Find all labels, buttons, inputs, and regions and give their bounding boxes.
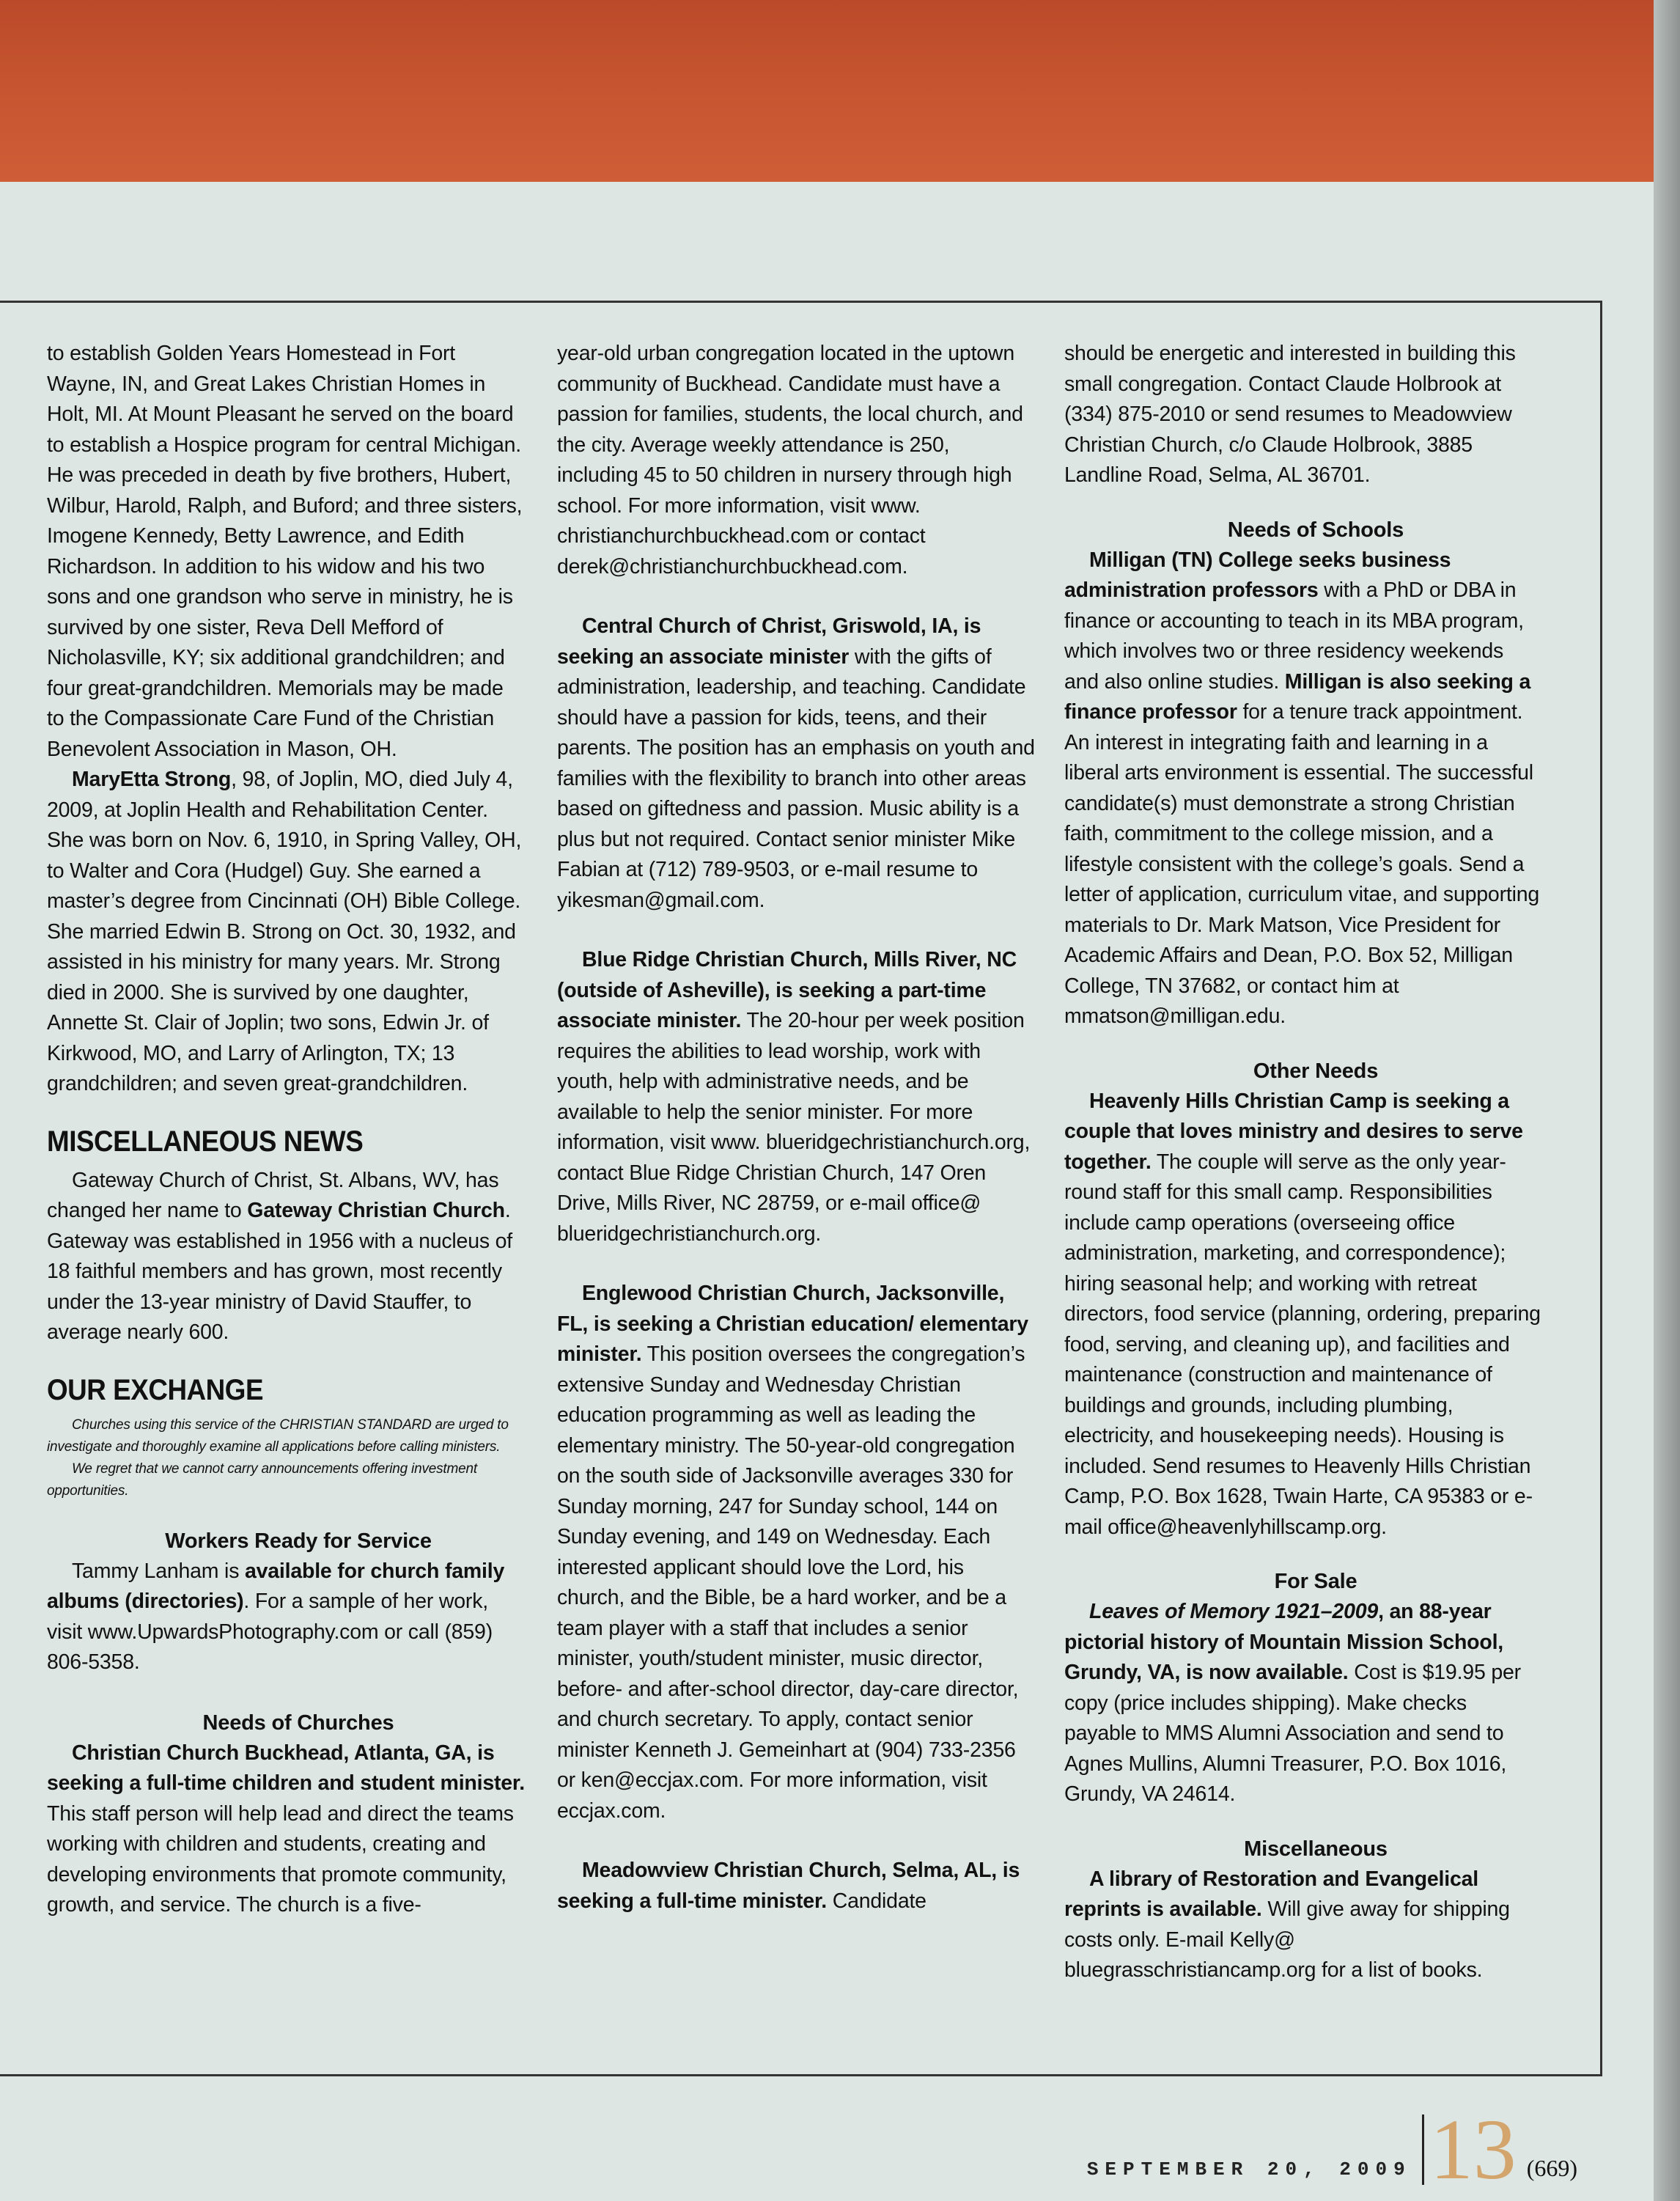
issue-page-number: 13	[1422, 2114, 1517, 2185]
for-sale-heading: For Sale	[1274, 1570, 1357, 1593]
obituary-continued: to establish Golden Years Homestead in Fort Wayne, IN, and Great Lakes Christian Homes in Holt, MI. At Mount Pleasant he served on the board to establish a Hospice program for central Michigan. He was preceded in death by five brothers, Hubert, Wilbur, Harold, Ralph, and Buford; and three sisters, Imogene Kennedy, Betty Lawrence, and Edith Richardson. In addition to his widow and his two sons and one grandson who serve in ministry, he is survived by one sister, Reva Dell Mefford of Nicholasville, KY; six additional grandchildren; and four great-grandchildren. Memorials may be made to the Compassionate Care Fund of the Christian Benevolent Association in Mason, OH.	[47, 342, 523, 761]
library-listing	[1064, 1864, 1542, 1986]
exchange-note-1: Churches using this service of the CHRISTIAN STANDARD are urged to investigate and thoroughly examine all applications before calling ministers.	[47, 1416, 509, 1455]
buckhead-bold: Christian Church Buckhead, Atlanta, GA, is seeking a full-time children and student minister.	[47, 1741, 525, 1795]
top-color-band	[0, 0, 1680, 183]
for-sale-listing	[1064, 1597, 1542, 1810]
blueridge-bold: Blue Ridge Christian Church, Mills River, NC (outside of Asheville), is seeking a part-time associate minister.	[557, 948, 1017, 1032]
library-bold: A library of Restoration and Evangelical reprints is available.	[1064, 1867, 1478, 1921]
workers-heading: Workers Ready for Service	[165, 1529, 432, 1553]
exchange-note-2: We regret that we cannot carry announcements offering investment opportunities.	[47, 1460, 477, 1499]
schools-heading: Needs of Schools	[1227, 518, 1404, 542]
library-text: Will give away for shipping costs only. E-mail Kelly@ bluegrasschristiancamp.org for a list of books.	[1064, 1897, 1510, 1982]
central-text: with the gifts of administration, leadership, and teaching. Candidate should have a passion for kids, teens, and their parents. The position has an emphasis on youth and families with the flexibility to branch into other areas based on giftedness and passion. Music ability is a plus but not required. Contact senior minister Mike Fabian at (712) 789-9503, or e-mail resume to yikesman@gmail.com.	[557, 644, 1035, 912]
misc-text-c: . Gateway was established in 1956 with a nucleus of 18 faithful members and has grown, most recently under the 13-year ministry of David Stauffer, to average nearly 600.	[47, 1199, 512, 1344]
milligan-listing	[1064, 545, 1542, 1032]
obituary-name: MaryEtta Strong	[72, 768, 232, 791]
for-sale-bold: , an 88-year pictorial history of Mountain Mission School, Grundy, VA, is now available.	[1064, 1600, 1504, 1684]
workers-text	[47, 1557, 525, 1678]
obituary-text: , 98, of Joplin, MO, died July 4, 2009, at Joplin Health and Rehabilitation Center. She was born on Nov. 6, 1910, in Spring Valley, OH, to Walter and Cora (Hudgel) Guy. She earned a master’s degree from Cincinnati (OH) Bible College. She married Edwin B. Strong on Oct. 30, 1932, and assisted in his ministry for many years. Mr. Strong died in 2000. She is survived by one daughter, Annette St. Clair of Joplin; two sons, Edwin Jr. of Kirkwood, MO, and Larry of Arlington, TX; 13 grandchildren; and seven great-grandchildren.	[47, 768, 522, 1095]
miscellaneous-heading: Miscellaneous	[1244, 1837, 1388, 1861]
milligan-bold-2: Milligan is also seeking a finance professor	[1064, 669, 1531, 724]
meadowview-continued: should be energetic and interested in building this small congregation. Contact Claude Holbrook at (334) 875-2010 or send resumes to Meadowview Christian Church, c/o Claude Holbrook, 3885 Landline Road, Selma, AL 36701.	[1064, 342, 1516, 487]
issue-date: SEPTEMBER 20, 2009	[1086, 2158, 1412, 2180]
meadowview-text: Candidate	[826, 1889, 926, 1913]
misc-text-bold: Gateway Christian Church	[247, 1199, 505, 1222]
central-listing	[557, 611, 1035, 916]
misc-news-text	[47, 1166, 525, 1348]
other-needs-heading: Other Needs	[1253, 1059, 1379, 1083]
buckhead-text: This staff person will help lead and direct the teams working with children and students, creating and developing environments that promote community, growth, and service. The church is a five-	[47, 1801, 514, 1917]
milligan-bold-1: Milligan (TN) College seeks business administration professors	[1064, 548, 1451, 602]
central-bold: Central Church of Christ, Griswold, IA, is seeking an associate minister	[557, 614, 981, 669]
englewood-listing	[557, 1279, 1035, 1826]
meadowview-listing	[557, 1856, 1035, 1917]
our-exchange-heading: OUR EXCHANGE	[47, 1373, 264, 1406]
volume-page-number: (669)	[1526, 2155, 1577, 2181]
meadowview-bold: Meadowview Christian Church, Selma, AL, is seeking a full-time minister.	[557, 1859, 1020, 1913]
workers-text-a: Tammy Lanham is	[72, 1559, 245, 1583]
misc-text-a: Gateway Church of Christ, St. Albans, WV, has changed her name to	[47, 1168, 499, 1222]
column-3	[1064, 339, 1542, 1986]
heavenly-listing	[1064, 1087, 1542, 1543]
misc-news-heading: MISCELLANEOUS NEWS	[47, 1125, 364, 1158]
churches-heading: Needs of Churches	[202, 1711, 394, 1735]
column-2	[557, 339, 1035, 1917]
blueridge-listing	[557, 945, 1035, 1249]
milligan-text-1: with a PhD or DBA in finance or accounting to teach in its MBA program, which involves two or three residency weekends and also online studies.	[1064, 578, 1524, 694]
blueridge-text: The 20-hour per week position requires the abilities to lead worship, work with youth, help with administrative needs, and be available to help the senior minister. For more information, visit www. blueridgechristianchurch.org, contact Blue Ridge Christian Church, 147 Oren Drive, Mills River, NC 28759, or e-mail office@ blueridgechristianchurch.org.	[557, 1009, 1031, 1246]
heavenly-bold: Heavenly Hills Christian Camp is seeking a couple that loves ministry and desires to serve together.	[1064, 1089, 1523, 1174]
englewood-text: This position oversees the congregation’s extensive Sunday and Wednesday Christian education programming as well as leading the elementary ministry. The 50-year-old congregation on the south side of Jacksonville averages 330 for Sunday morning, 247 for Sunday school, 144 on Sunday evening, and 149 on Wednesday. Each interested applicant should love the Lord, his church, and the Bible, be a hard worker, and be a team player with a staff that includes a senior minister, youth/student minister, music director, before- and after-school director, day-care director, and church secretary. To apply, contact senior minister Kenneth J. Gemeinhart at (904) 733-2356 or ken@eccjax.com. For more information, visit eccjax.com.	[557, 1342, 1025, 1823]
for-sale-text: Cost is $19.95 per copy (price includes shipping). Make checks payable to MMS Alumni Association and send to Agnes Mullins, Alumni Treasurer, P.O. Box 1016, Grundy, VA 24614.	[1064, 1661, 1521, 1806]
workers-text-c: . For a sample of her work, visit www.UpwardsPhotography.com or call (859) 806-5358.	[47, 1590, 493, 1674]
workers-text-bold: available for church family albums (directories)	[47, 1559, 505, 1613]
milligan-text-2: for a tenure track appointment. An interest in integrating faith and learning in a liberal arts environment is essential. The successful candidate(s) must demonstrate a strong Christian faith, commitment to the college mission, and a lifestyle consistent with the college’s goals. Send a letter of application, curriculum vitae, and supporting materials to Dr. Mark Matson, Vice President for Academic Affairs and Dean, P.O. Box 52, Milligan College, TN 37682, or contact him at mmatson@milligan.edu.	[1064, 700, 1540, 1028]
buckhead-continued: year-old urban congregation located in the uptown community of Buckhead. Candidate must have a passion for families, students, the local church, and the city. Average weekly attendance is 250, including 45 to 50 children in nursery through high school. For more information, visit www. christianchurchbuckhead.com or contact derek@christianchurchbuckhead.com.	[557, 342, 1023, 578]
column-1	[47, 339, 525, 1921]
page-footer	[1086, 2101, 1577, 2197]
heavenly-text: The couple will serve as the only year-round staff for this small camp. Responsibilities include camp operations (overseeing office administration, marketing, and correspondence); hiring seasonal help; and working with retreat directors, food service (planning, ordering, preparing food, serving, and cleaning up), and facilities and maintenance (construction and maintenance of buildings and grounds, including plumbing, electricity, and housekeeping needs). Housing is included. Send resumes to Heavenly Hills Christian Camp, P.O. Box 1628, Twain Harte, CA 95383 or e-mail office@heavenlyhillscamp.org.	[1064, 1150, 1541, 1539]
page-edge-strip	[1654, 0, 1680, 2201]
book-title: Leaves of Memory 1921–2009	[1089, 1600, 1379, 1623]
englewood-bold: Englewood Christian Church, Jacksonville, FL, is seeking a Christian education/ elementary minister.	[557, 1282, 1028, 1366]
obituary-strong	[47, 765, 525, 1100]
buckhead-listing	[47, 1738, 525, 1921]
